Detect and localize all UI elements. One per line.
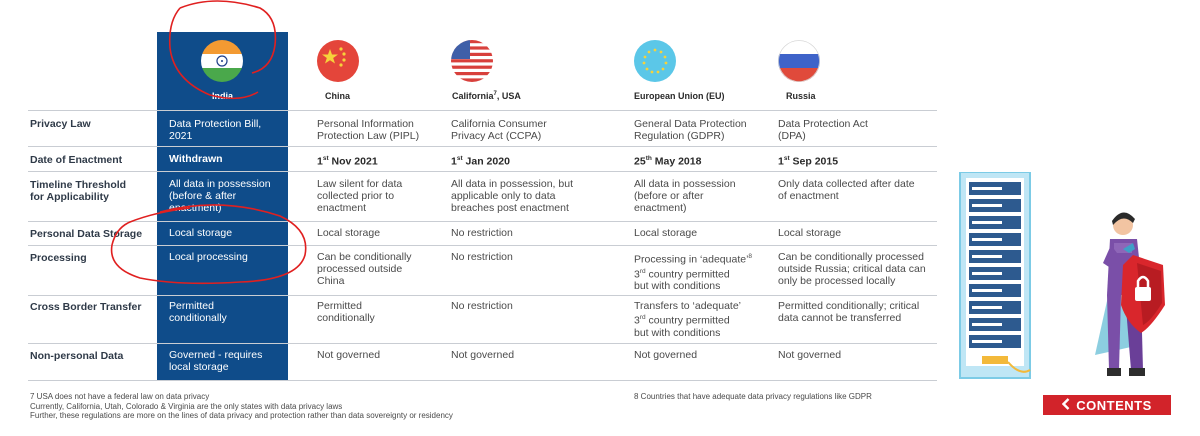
row-divider bbox=[28, 343, 937, 344]
row-divider bbox=[28, 146, 937, 147]
cell-enactment-india: Withdrawn bbox=[169, 153, 223, 165]
row-label-timeline: Timeline Threshold for Applicability bbox=[30, 179, 127, 203]
cell-cross-border-india: Permitted conditionally bbox=[169, 300, 227, 324]
row-label-cross-border: Cross Border Transfer bbox=[30, 301, 142, 313]
cell-processing-usa: No restriction bbox=[451, 251, 513, 263]
cell-storage-india: Local storage bbox=[169, 227, 233, 239]
cell-enactment-china: 1st Nov 2021 bbox=[317, 155, 378, 168]
country-label-usa: California$^7$, USA bbox=[452, 91, 521, 101]
cell-cross-border-china: Permitted conditionally bbox=[317, 300, 375, 324]
cell-timeline-india: All data in possession (before & after enactment) bbox=[169, 178, 271, 214]
superhero-shield-illustration bbox=[1085, 205, 1175, 380]
russia-flag-icon bbox=[778, 40, 820, 82]
cell-enactment-eu: 25th May 2018 bbox=[634, 155, 702, 168]
server-rack-illustration bbox=[958, 172, 1032, 382]
annotation-circle-india-flag bbox=[160, 0, 285, 104]
china-flag-icon bbox=[317, 40, 359, 82]
cell-privacy-law-usa: California Consumer Privacy Act (CCPA) bbox=[451, 118, 547, 142]
eu-flag-icon bbox=[634, 40, 676, 82]
cell-non-personal-eu: Not governed bbox=[634, 349, 698, 361]
footnote-8: 8 Countries that have adequate data privacy regulations like GDPR bbox=[634, 392, 872, 401]
cell-timeline-russia: Only data collected after date of enactment bbox=[778, 178, 915, 202]
cell-processing-russia: Can be conditionally processed outside Russia; critical data can only be processed locally bbox=[778, 251, 926, 287]
footnote-7: 7 USA does not have a federal law on data privacy Currently, California, Utah, Colorado & Virginia are the only states with data privacy laws Further, these regulations are more on the lines of data privacy and protection rather than data sovereignty or residency bbox=[30, 392, 453, 420]
cell-storage-russia: Local storage bbox=[778, 227, 842, 239]
row-label-enactment: Date of Enactment bbox=[30, 154, 123, 166]
cell-non-personal-russia: Not governed bbox=[778, 349, 842, 361]
row-divider bbox=[28, 110, 937, 111]
cell-privacy-law-china: Personal Information Protection Law (PIPL) bbox=[317, 118, 420, 142]
annotation-circle-storage-processing bbox=[100, 200, 315, 290]
row-label-privacy-law: Privacy Law bbox=[30, 118, 91, 130]
cell-storage-china: Local storage bbox=[317, 227, 381, 239]
row-divider bbox=[28, 171, 937, 172]
cell-privacy-law-eu: General Data Protection Regulation (GDPR) bbox=[634, 118, 747, 142]
cell-storage-usa: No restriction bbox=[451, 227, 513, 239]
country-label-eu: European Union (EU) bbox=[634, 91, 725, 101]
contents-button-label: CONTENTS bbox=[1076, 397, 1152, 413]
row-divider bbox=[28, 295, 937, 296]
row-label-storage: Personal Data Storage bbox=[30, 228, 143, 240]
chevron-left-icon bbox=[1062, 398, 1070, 413]
cell-cross-border-russia: Permitted conditionally; critical data cannot be transferred bbox=[778, 300, 920, 324]
cell-non-personal-china: Not governed bbox=[317, 349, 381, 361]
cell-non-personal-usa: Not governed bbox=[451, 349, 515, 361]
country-label-russia: Russia bbox=[786, 91, 816, 101]
country-label-china: China bbox=[325, 91, 351, 101]
cell-cross-border-usa: No restriction bbox=[451, 300, 513, 312]
cell-timeline-usa: All data in possession, but applicable only to data breaches post enactment bbox=[451, 178, 573, 214]
cell-processing-eu: Processing in ‘adequate’$^8$ 3rd country permitted but with conditions bbox=[634, 253, 753, 292]
cell-processing-india: Local processing bbox=[169, 251, 248, 263]
cell-non-personal-india: Governed - requires local storage bbox=[169, 349, 263, 373]
usa-flag-icon bbox=[451, 40, 493, 82]
row-divider bbox=[28, 380, 937, 381]
cell-cross-border-eu: Transfers to ‘adequate’ 3rd country permitted but with conditions bbox=[634, 300, 742, 339]
cell-storage-eu: Local storage bbox=[634, 227, 698, 239]
cell-enactment-russia: 1st Sep 2015 bbox=[778, 155, 839, 168]
cell-privacy-law-india: Data Protection Bill, 2021 bbox=[169, 118, 262, 142]
cell-timeline-eu: All data in possession (before or after enactment) bbox=[634, 178, 736, 214]
row-label-non-personal: Non-personal Data bbox=[30, 350, 124, 362]
country-label-india: India bbox=[211, 91, 233, 101]
contents-button[interactable] bbox=[1043, 395, 1171, 415]
cell-enactment-usa: 1st Jan 2020 bbox=[451, 155, 510, 168]
cell-timeline-china: Law silent for data collected prior to enactment bbox=[317, 178, 403, 214]
cell-privacy-law-russia: Data Protection Act (DPA) bbox=[778, 118, 868, 142]
row-label-processing: Processing bbox=[30, 252, 87, 264]
cell-processing-china: Can be conditionally processed outside China bbox=[317, 251, 412, 287]
